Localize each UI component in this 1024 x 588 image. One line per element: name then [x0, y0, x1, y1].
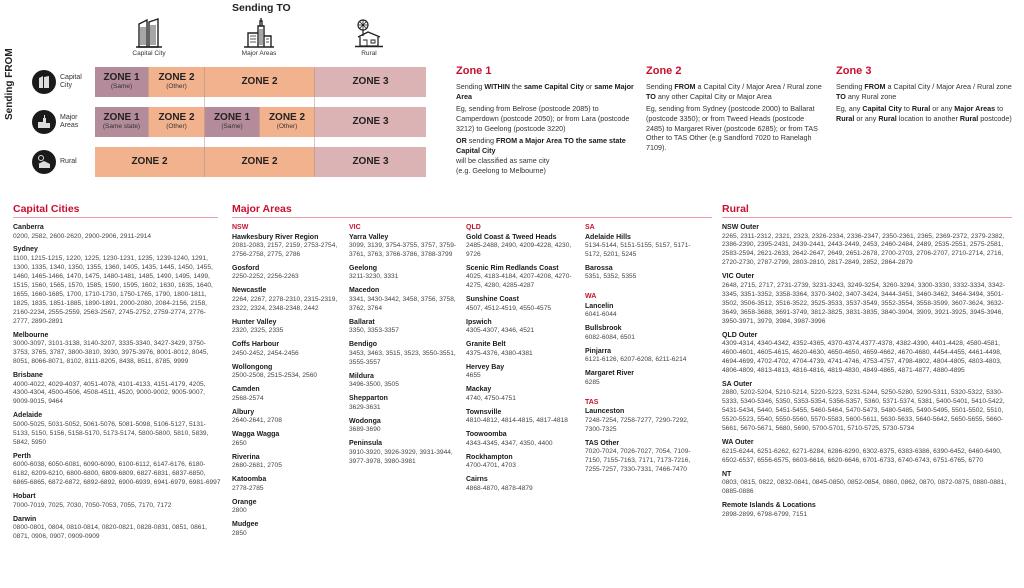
postcode-entry: [585, 264, 707, 282]
farmhouse-windmill-icon: [32, 150, 56, 174]
postcode-ranges: 0800-0801, 0804, 0810-0814, 0820-0821, 0828-0831, 0851, 0861, 0871, 0906, 0907, 0909-0909: [13, 524, 207, 541]
postcode-ranges: 5000-5025, 5031-5052, 5061-5076, 5081-5098, 5106-5127, 5131-5133, 5150, 5156, 5158-5170, 5173-5174, 5800-5800, 5810, 5839, 5842, 5950: [13, 420, 209, 446]
postcode-ranges: 2450-2452, 2454-2456: [232, 349, 299, 357]
zone-cell: ZONE 2: [95, 147, 205, 177]
postcode-ranges: 1100, 1215-1215, 1220, 1225, 1230-1231, 1235, 1239-1240, 1291, 1300, 1335, 1340, 1350, 1355, 1360, 1405, 1435, 1445, 1450, 1455, 1460, 1465-1466, 1470, 1475, 1480-1481, 1485, 1490, 1495, 1499, 1515, 1560, 1565, 1570, 1585, 1590, 1595, 1602, 1630, 1635, 1640, 1655, 1660-1685, 1700, 1710-1730, 1750-1765, 1790, 1800-1811, 1825, 1835, 1851-1885, 1890-1891, 2000-2080, 2084-2156, 2158, 2160-2234, 2555-2559, 2563-2567, 2745-2752, 2759-2774, 2776-2777, 2890-2891: [13, 254, 213, 325]
postcode-ranges: 3689-3690: [349, 426, 381, 434]
area-name: Hunter Valley: [232, 318, 277, 326]
row-header-capital-city: [32, 68, 88, 96]
postcode-ranges: 4343-4345, 4347, 4350, 4400: [466, 439, 553, 447]
postcode-entry: [232, 286, 344, 313]
skyscraper-icon: [244, 18, 274, 48]
postcode-entry: [466, 430, 582, 448]
postcode-entry: [232, 453, 344, 471]
area-name: Toowoomba: [466, 431, 507, 439]
postcode-ranges: 0803, 0815, 0822, 0832-0841, 0845-0850, 0852-0854, 0860, 0862, 0870, 0872-0875, 0880-0881, 0885-0886: [722, 479, 1007, 496]
postcode-ranges: 4700-4701, 4703: [466, 462, 516, 470]
postcode-ranges: 3099, 3139, 3754-3755, 3757, 3759-3761, 3763, 3766-3786, 3788-3799: [349, 242, 457, 258]
postcode-ranges: 6285: [585, 378, 600, 386]
major-areas-sa-wa-tas-list: [585, 223, 707, 479]
area-name: Riverina: [232, 453, 260, 461]
postcode-entry: [466, 408, 582, 426]
area-name: Launceston: [585, 408, 625, 416]
postcode-ranges: 5351, 5352, 5355: [585, 273, 637, 281]
postcode-ranges: 6121-6126, 6207-6208, 6211-6214: [585, 356, 687, 364]
postcode-entry: [349, 233, 461, 260]
area-name: Scenic Rim Redlands Coast: [466, 264, 559, 272]
postcode-ranges: 2800: [232, 507, 247, 515]
postcode-ranges: 2500-2508, 2515-2534, 2560: [232, 372, 318, 380]
postcode-entry: [585, 324, 707, 342]
postcode-ranges: 3350, 3353-3357: [349, 327, 399, 335]
postcode-ranges: 7248-7254, 7258-7277, 7290-7292, 7300-7325: [585, 416, 689, 433]
postcode-ranges: 3910-3920, 3926-3929, 3931-3944, 3977-3978, 3980-3981: [349, 448, 453, 465]
postcode-entry: [13, 492, 221, 510]
postcode-entry: [466, 363, 582, 381]
postcode-ranges: 2250-2252, 2256-2263: [232, 273, 299, 281]
area-name: VIC Outer: [722, 273, 755, 281]
area-name: Rockhampton: [466, 453, 513, 461]
state-label-wa: WA: [585, 293, 597, 301]
postcode-ranges: 2648, 2715, 2717, 2731-2739, 3231-3243, 3249-3254, 3260-3294, 3300-3330, 3332-3334, 3342-3345, 3351-3352, 3358-3364, 3370-3402, 3407-3424, 3444-3451, 3460-3462, 3464-3494, 3501-3502, 3506-3512, 3516-3522, 3525-3533, 3537-3549, 3552-3554, 3558-3599, 3607-3624, 3632-3649, 3658-3688, 3691-3749, 3812-3825, 3831-3835, 3840-3904, 3909, 3921-3925, 3945-3946, 3950-3971, 3979, 3984, 3987-3996: [722, 281, 1006, 325]
divider: [722, 217, 1012, 218]
postcode-entry: [585, 407, 707, 434]
postcode-ranges: 2898-2899, 6798-6799, 7151: [722, 510, 808, 518]
area-name: Newcastle: [232, 287, 267, 295]
postcode-ranges: 2264, 2267, 2278-2310, 2315-2319, 2322, 2324, 2348-2348, 2442: [232, 295, 338, 312]
area-name: Gosford: [232, 264, 260, 272]
zone-cell: ZONE 3: [315, 107, 426, 137]
postcode-ranges: 4655: [466, 372, 481, 380]
zone-cell: ZONE 3: [315, 147, 426, 177]
area-name: Margaret River: [585, 370, 635, 378]
zone-cell: ZONE 2 (Other): [149, 107, 205, 137]
area-name: Gold Coast & Tweed Heads: [466, 233, 557, 241]
postcode-entry: [13, 371, 221, 407]
area-name: Brisbane: [13, 371, 43, 379]
postcode-entry: [466, 453, 582, 471]
postcode-ranges: 3496-3500, 3505: [349, 381, 399, 389]
area-name: Granite Belt: [466, 341, 506, 349]
column-header-major-areas: [204, 18, 314, 57]
postcode-ranges: 4025, 4183-4184, 4207-4208, 4270-4275, 4280, 4285-4287: [466, 273, 572, 290]
area-name: Camden: [232, 386, 260, 394]
area-name: Melbourne: [13, 331, 49, 339]
area-name: Bullsbrook: [585, 325, 622, 333]
postcode-ranges: 3211-3230, 3331: [349, 273, 399, 281]
postcode-entry: [232, 363, 344, 381]
area-name: QLD Outer: [722, 331, 758, 339]
area-name: Darwin: [13, 515, 37, 523]
postcode-entry: [466, 340, 582, 358]
postcode-entry: [349, 318, 461, 336]
postcode-ranges: 4309-4314, 4340-4342, 4352-4365, 4370-4374,4377-4378, 4382-4390, 4401-4428, 4580-4581, 4600-4601, 4605-4615, 4620-4630, 4650-4650, 4659-4662, 4670-4680, 4454-4455, 4461-4498, 4694-4699, 4702-4702, 4704-4739, 4741-4746, 4753-4757, 4798-4802, 4804-4805, 4803-4803, 4806-4809, 4813-4813, 4816-4816, 4819-4830, 4849-4865, 4871-4877, 4880-4895: [722, 340, 1002, 374]
postcode-entry: [585, 439, 707, 475]
postcode-ranges: 4810-4812, 4814-4815, 4817-4818: [466, 417, 568, 425]
postcode-ranges: 4868-4870, 4878-4879: [466, 484, 533, 492]
area-name: Katoomba: [232, 476, 267, 484]
postcode-entry: [722, 223, 1014, 268]
area-name: TAS Other: [585, 439, 620, 447]
area-name: Mackay: [466, 386, 492, 394]
postcode-entry: [232, 498, 344, 516]
postcode-entry: [349, 264, 461, 282]
postcode-entry: [349, 394, 461, 412]
major-areas-nsw-list: [232, 223, 344, 543]
postcode-ranges: 0200, 2582, 2600-2620, 2900-2906, 2911-2914: [13, 232, 152, 240]
column-label-capital-city: Capital City: [132, 50, 166, 57]
area-name: Pinjarra: [585, 347, 612, 355]
area-name: Adelaide: [13, 412, 43, 420]
postcode-ranges: 2778-2785: [232, 484, 264, 492]
area-name: Yarra Valley: [349, 233, 389, 241]
postcode-ranges: 3341, 3430-3442, 3458, 3756, 3758, 3762, 3764: [349, 295, 456, 312]
postcode-ranges: 6082-6084, 6501: [585, 333, 635, 341]
postcode-entry: [349, 340, 461, 367]
postcode-ranges: 2680-2681, 2705: [232, 462, 282, 470]
postcode-ranges: 4740, 4750-4751: [466, 394, 516, 402]
matrix-row-major-areas: [95, 107, 426, 137]
postcode-ranges: 2485-2488, 2490, 4209-4228, 4230, 9726: [466, 242, 572, 258]
area-name: Townsville: [466, 408, 502, 416]
postcode-entry: [585, 369, 707, 387]
postcode-entry: [585, 302, 707, 320]
area-name: Remote Islands & Locations: [722, 502, 816, 510]
postcode-entry: [722, 470, 1014, 497]
postcode-ranges: 7000-7019, 7025, 7030, 7050-7053, 7055, 7170, 7172: [13, 501, 172, 509]
postcode-entry: [466, 475, 582, 493]
state-label-qld: QLD: [466, 224, 481, 231]
state-label-vic: VIC: [349, 224, 361, 231]
postcode-ranges: 2650: [232, 439, 247, 447]
zone-3-definition: Sending FROM a Capital City / Major Area / Rural zone TO any Rural zone: [836, 81, 1012, 101]
area-name: Bendigo: [349, 341, 377, 349]
zone-1-exception: OR sending FROM a Major Area TO the same state Capital City will be classified as same city (e.g. Geelong to Melbourne): [456, 136, 626, 175]
zone-3-example: Eg, any Capital City to Rural or any Major Areas to Rural or any Rural location to another Rural postcode): [836, 104, 1012, 123]
column-label-rural: Rural: [361, 50, 377, 57]
postcode-entry: [232, 233, 344, 260]
zone-2-title: Zone 2: [646, 65, 682, 77]
area-name: Albury: [232, 408, 255, 416]
zone-cell: ZONE 1 (Same): [205, 107, 260, 137]
column-header-rural: [314, 18, 424, 57]
postcode-entry: [13, 223, 221, 241]
capital-cities-list: [13, 223, 221, 546]
area-name: Ipswich: [466, 318, 492, 326]
postcode-ranges: 2850: [232, 529, 247, 537]
postcode-ranges: 2265, 2311-2312, 2321, 2323, 2326-2334, 2336-2347, 2350-2361, 2365, 2369-2372, 2379-2382, 2386-2390, 2395-2431, 2439-2441, 2443-2449, 2453, 2460-2484, 2489, 2535-2551, 2575-2581, 2583-2594, 2621-2633, 2642-2647, 2649, 2651-2678, 2700-2703, 2706-2707, 2710-2714, 2716, 2720-2730, 2787-2799, 2803-2810, 2817-2849, 2852, 2864-2879: [722, 232, 1005, 267]
postcode-entry: [232, 340, 344, 358]
postcode-entry: [722, 380, 1014, 434]
postcode-entry: [349, 286, 461, 313]
area-name: Canberra: [13, 224, 44, 231]
zone-2-definition: Sending FROM a Capital City / Major Area / Rural zone TO any other Capital City or Major Area: [646, 81, 822, 101]
postcode-ranges: 5134-5144, 5151-5155, 5157, 5171-5172, 5201, 5245: [585, 242, 691, 258]
area-name: Wodonga: [349, 417, 381, 425]
postcode-entry: [466, 318, 582, 336]
postcode-entry: [232, 318, 344, 336]
area-name: Sunshine Coast: [466, 296, 519, 304]
postcode-entry: [232, 430, 344, 448]
zone-cell: ZONE 2: [205, 147, 315, 177]
matrix-row-rural: [95, 147, 426, 177]
area-name: Hobart: [13, 493, 36, 501]
city-towers-icon: [136, 18, 162, 48]
zone-3-title: Zone 3: [836, 65, 872, 77]
state-label-sa: SA: [585, 224, 595, 231]
postcode-ranges: 2320, 2325, 2335: [232, 327, 284, 335]
area-name: Sydney: [13, 246, 38, 254]
postcode-ranges: 4507, 4512-4519, 4550-4575: [466, 304, 552, 312]
zone-1-example: Eg, sending from Belrose (postcode 2085) to Camperdown (postcode 2050); or from Lara (postcode 3212) to Geelong (postcode 3220): [456, 104, 630, 133]
postcode-entry: [232, 408, 344, 426]
postcode-entry: [585, 233, 707, 260]
area-name: Lancelin: [585, 302, 614, 310]
zone-cell: ZONE 3: [315, 67, 426, 97]
postcode-ranges: 6215-6244, 6251-6262, 6271-6284, 6286-6290, 6302-6375, 6383-6386, 6390-6452, 6460-6490, 6502-6537, 6556-6575, 6603-6616, 6620-6646, 6701-6733, 6740-6743, 6751-6765, 6770: [722, 447, 1002, 464]
postcode-entry: [722, 272, 1014, 326]
zone-3-description: [836, 64, 1014, 127]
sending-from-heading: Sending FROM: [4, 48, 15, 120]
postcode-entry: [722, 501, 1014, 519]
zone-1-definition: Sending WITHIN the same Capital City or same Major Area: [456, 81, 634, 101]
row-label-capital-city: Capital City: [60, 74, 82, 89]
area-name: Macedon: [349, 287, 380, 295]
area-name: Geelong: [349, 264, 378, 272]
area-name: NT: [722, 470, 732, 478]
skyscraper-icon: [32, 110, 56, 134]
postcode-entry: [349, 417, 461, 435]
postcode-entry: [13, 331, 221, 367]
postcode-ranges: 2880, 5202-5204, 5210-5214, 5220-5223, 5231-5244, 5250-5280, 5290-5311, 5320-5322, 5330-5333, 5340-5346, 5350, 5353-5354, 5356-5357, 5360, 5371-5374, 5381, 5400-5401, 5410-5422, 5431-5434, 5440, 5451-5455, 5460-5464, 5470-5473, 5480-5485, 5490-5495, 5501-5502, 5510, 5520-5523, 5540, 5550-5560, 5570-5583, 5600-5611, 5630-5633, 5640-5642, 5650-5655, 5660-5661, 5670-5671, 5680, 5690, 5700-5701, 5710-5725, 5730-5734: [722, 389, 1005, 433]
major-areas-title: Major Areas: [232, 203, 292, 215]
column-label-major-areas: Major Areas: [241, 50, 277, 57]
postcode-ranges: 4000-4022, 4029-4037, 4051-4078, 4101-4133, 4151-4179, 4205, 4300-4304, 4500-4506, 4508-4511, 4520, 9000-9002, 9005-9007, 9009-9015, 9464: [13, 380, 206, 406]
zone-1-title: Zone 1: [456, 65, 492, 77]
postcode-ranges: 3629-3631: [349, 403, 381, 411]
capital-cities-title: Capital Cities: [13, 203, 80, 215]
postcode-entry: [466, 233, 582, 260]
major-areas-vic-list: [349, 223, 461, 471]
area-name: WA Outer: [722, 439, 754, 447]
zone-cell: ZONE 2 (Other): [260, 107, 315, 137]
area-name: Peninsula: [349, 440, 383, 448]
area-name: Cairns: [466, 476, 488, 484]
postcode-ranges: 3000-3097, 3101-3138, 3140-3207, 3335-3340, 3427-3429, 3750-3753, 3765, 3787, 3800-3810, 3930, 3975-3976, 8001-8012, 8045, 8051, 8066-8071, 8102, 8111-8205, 8438, 8511, 8785, 9999: [13, 340, 209, 366]
area-name: Orange: [232, 498, 257, 506]
postcode-entry: [349, 372, 461, 390]
area-name: Ballarat: [349, 318, 375, 326]
farmhouse-windmill-icon: [354, 18, 384, 48]
state-label-nsw: NSW: [232, 224, 249, 231]
area-name: Mildura: [349, 372, 374, 380]
postcode-entry: [232, 520, 344, 538]
postcode-entry: [466, 385, 582, 403]
zone-cell: ZONE 2 (Other): [149, 67, 205, 97]
postcode-ranges: 3453, 3463, 3515, 3523, 3550-3551, 3555-3557: [349, 349, 456, 366]
postcode-ranges: 2081-2083, 2157, 2159, 2753-2754, 2756-2758, 2775, 2786: [232, 242, 338, 258]
postcode-ranges: 6000-6038, 6050-6081, 6090-6090, 6100-6112, 6147-6176, 6180-6182, 6209-6210, 6800-6800, 6809-6809, 6827-6831, 6837-6850, 6865-6865, 6872-6872, 6892-6892, 6900-6939, 6941-6979, 6981-6997: [13, 461, 221, 487]
postcode-entry: [466, 264, 582, 291]
row-label-major-areas: Major Areas: [60, 114, 79, 129]
postcode-entry: [349, 439, 461, 466]
matrix-row-capital-city: [95, 67, 426, 97]
area-name: NSW Outer: [722, 224, 759, 231]
area-name: Wagga Wagga: [232, 431, 280, 439]
row-header-rural: [32, 148, 77, 176]
column-header-capital-city: [94, 18, 204, 57]
zone-cell: ZONE 1 (Same state): [95, 107, 149, 137]
zone-cell: ZONE 2: [205, 67, 315, 97]
postcode-entry: [722, 438, 1014, 465]
divider: [13, 217, 218, 218]
row-label-rural: Rural: [60, 158, 77, 166]
major-areas-qld-list: [466, 223, 582, 498]
area-name: Shepparton: [349, 395, 388, 403]
area-name: Coffs Harbour: [232, 341, 280, 349]
postcode-entry: [585, 347, 707, 365]
postcode-entry: [466, 295, 582, 313]
area-name: Wollongong: [232, 363, 273, 371]
postcode-entry: [13, 515, 221, 542]
postcode-entry: [13, 411, 221, 447]
postcode-entry: [232, 264, 344, 282]
postcode-ranges: 2568-2574: [232, 394, 264, 402]
zone-matrix: [95, 67, 426, 177]
postcode-ranges: 4375-4376, 4380-4381: [466, 349, 533, 357]
postcode-ranges: 7020-7024, 7026-7027, 7054, 7109-7150, 7155-7163, 7171, 7173-7216, 7255-7257, 7330-7331, 7466-7470: [585, 448, 691, 474]
zone-2-description: [646, 64, 824, 156]
postcode-ranges: 6041-6044: [585, 311, 617, 319]
area-name: SA Outer: [722, 380, 753, 388]
zone-2-example: Eg, sending from Sydney (postcode 2000) to Ballarat (postcode 3350); or from Tweed Heads (postcode 2485) to Margaret River (postcode 6285); or from TAS Other to TAS Other (e.g Sandford 7020 to Ranelagh 7109).: [646, 104, 818, 153]
state-label-tas: TAS: [585, 398, 599, 406]
postcode-entry: [13, 452, 221, 488]
row-header-major-areas: [32, 108, 88, 136]
zone-1-description: [456, 64, 638, 178]
divider: [232, 217, 712, 218]
area-name: Perth: [13, 452, 31, 460]
area-name: Mudgee: [232, 521, 259, 529]
postcode-ranges: 2640-2641, 2708: [232, 417, 282, 425]
postcode-entry: [722, 331, 1014, 376]
area-name: Hawkesbury River Region: [232, 233, 319, 241]
postcode-entry: [13, 245, 221, 326]
area-name: Barossa: [585, 264, 613, 272]
postcode-entry: [232, 475, 344, 493]
postcode-entry: [232, 385, 344, 403]
postcode-ranges: 4305-4307, 4346, 4521: [466, 327, 535, 335]
city-towers-icon: [32, 70, 56, 94]
zone-cell: ZONE 1 (Same): [95, 67, 149, 97]
sending-to-heading: Sending TO: [232, 2, 291, 14]
rural-list: [722, 223, 1014, 524]
area-name: Hervey Bay: [466, 363, 505, 371]
rural-title: Rural: [722, 203, 749, 215]
area-name: Adelaide Hills: [585, 233, 631, 241]
